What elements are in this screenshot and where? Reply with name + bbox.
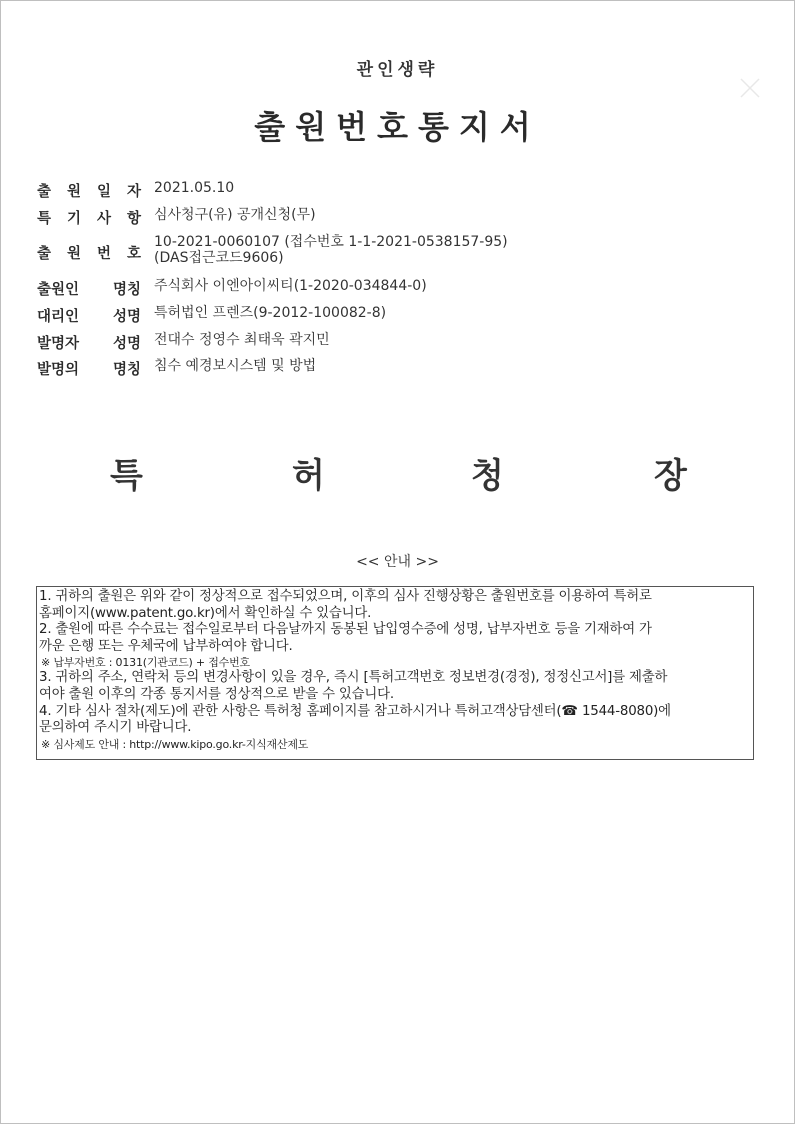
field-value: 심사청구(유) 공개신청(무) xyxy=(154,207,316,223)
guide-title: << 안내 >> xyxy=(356,554,439,570)
agency-char: 허 xyxy=(292,456,325,496)
field-value: 특허법인 프렌즈(9-2012-100082-8) xyxy=(154,305,387,321)
notice-line: 홈페이지(www.patent.go.kr)에서 확인하실 수 있습니다. xyxy=(39,605,372,621)
field-value-line2: (DAS접근코드9606) xyxy=(154,250,284,266)
field-invention-title xyxy=(37,358,317,379)
field-label: 출원인 명칭 xyxy=(37,282,141,298)
field-value: 주식회사 이엔아이씨티(1-2020-034844-0) xyxy=(154,278,427,294)
notice-line: 여야 출원 이후의 각종 통지서를 정상적으로 받을 수 있습니다. xyxy=(39,686,394,702)
notice-line: 3. 귀하의 주소, 연락처 등의 변경사항이 있을 경우, 즉시 [특허고객번호 정보변경(경정), 정정신고서]를 제출하 xyxy=(39,670,668,686)
notice-line: 까운 은행 또는 우체국에 납부하여야 합니다. xyxy=(39,638,293,654)
field-inventor-names xyxy=(37,332,330,353)
notice-line: 문의하여 주시기 바랍니다. xyxy=(39,720,192,736)
field-label: 발명자 성명 xyxy=(37,336,141,352)
notice-line: 2. 출원에 따른 수수료는 접수일로부터 다음날까지 동봉된 납입영수증에 성명, 납부자번호 등을 기재하여 가 xyxy=(39,622,652,638)
field-value: 2021.05.10 xyxy=(154,180,235,196)
field-special-notes xyxy=(37,207,316,228)
field-label: 발명의 명칭 xyxy=(37,362,141,378)
agency-char: 특 xyxy=(110,456,143,496)
field-value: 10-2021-0060107 (접수번호 1-1-2021-0538157-95) xyxy=(154,234,508,250)
field-applicant-name xyxy=(37,278,427,299)
notice-line: 4. 기타 심사 절차(제도)에 관한 사항은 특허청 홈페이지를 참고하시거나 특허고객상담센터(☎ 1544-8080)에 xyxy=(39,703,671,719)
field-label: 출 원 일 자 xyxy=(37,184,141,200)
agency-char: 장 xyxy=(654,456,687,496)
agency-char: 청 xyxy=(471,456,504,496)
notice-note: ※ 납부자번호 : 0131(기관코드) + 접수번호 xyxy=(41,656,250,670)
field-agent-name xyxy=(37,305,387,326)
page-title: 출원번호통지서 xyxy=(254,108,541,146)
notice-note: ※ 심사제도 안내 : http://www.kipo.go.kr-지식재산제도 xyxy=(41,737,309,751)
field-label: 출 원 번 호 xyxy=(37,246,141,262)
field-label: 특 기 사 항 xyxy=(37,211,141,227)
notice-line: 1. 귀하의 출원은 위와 같이 정상적으로 접수되었으며, 이후의 심사 진행상황은 출원번호를 이용하여 특허로 xyxy=(39,589,652,604)
field-value: 전대수 정영수 최태욱 곽지민 xyxy=(154,332,330,348)
field-label: 대리인 성명 xyxy=(37,309,141,325)
notice-box xyxy=(36,586,754,760)
seal-omitted-text: 관인생략 xyxy=(356,60,439,80)
field-value: 침수 예경보시스템 및 방법 xyxy=(154,358,317,374)
field-application-number xyxy=(37,234,508,266)
field-filing-date xyxy=(37,180,235,201)
close-icon xyxy=(738,76,762,100)
